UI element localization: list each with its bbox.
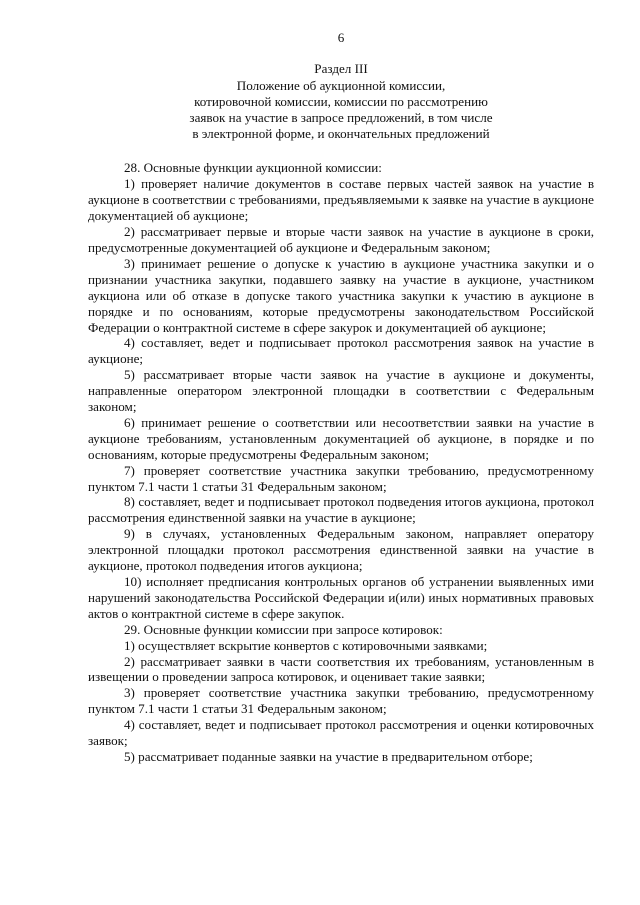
- page-number: 6: [337, 30, 345, 45]
- paragraph-29-item-4: 4) составляет, ведет и подписывает протокол рассмотрения и оценки котировочных заявок;: [88, 717, 594, 749]
- paragraph-28-item-4: 4) составляет, ведет и подписывает протокол рассмотрения заявок на участие в аукционе;: [88, 335, 594, 367]
- paragraph-29-title: 29. Основные функции комиссии при запросе котировок:: [124, 621, 443, 637]
- heading-line: заявок на участие в запросе предложений, в том числе: [189, 109, 493, 125]
- paragraph-28-item-6: 6) принимает решение о соответствии или несоответствии заявки на участие в аукционе требованиям, установленным документацией об аукционе, в порядке и по основаниям, которые предусмотрены Федеральным законом;: [88, 414, 594, 462]
- paragraph-28-title: 28. Основные функции аукционной комиссии:: [124, 160, 382, 176]
- heading-line: Положение об аукционной комиссии,: [236, 77, 446, 93]
- paragraph-28-item-9: 9) в случаях, установленных Федеральным законом, направляет оператору электронной площадки протокол рассмотрения единственной заявки на участие в аукционе, протокол подведения итогов аукциона;: [88, 526, 594, 574]
- paragraph-28-item-8: 8) составляет, ведет и подписывает протокол подведения итогов аукциона, протокол рассмотрения единственной заявки на участие в аукционе;: [88, 494, 594, 526]
- paragraph-29-item-3: 3) проверяет соответствие участника закупки требованию, предусмотренному пунктом 7.1 части 1 статьи 31 Федеральным законом;: [88, 685, 594, 717]
- paragraph-28-item-7: 7) проверяет соответствие участника закупки требованию, предусмотренному пунктом 7.1 части 1 статьи 31 Федеральным законом;: [88, 462, 594, 494]
- section-heading: [88, 78, 594, 142]
- section-title: Раздел III: [314, 60, 368, 76]
- paragraph-28-item-5: 5) рассматривает вторые части заявок на участие в аукционе и документы, направленные оператором электронной площадки в соответствии с Федеральным законом;: [88, 367, 594, 415]
- heading-line: котировочной комиссии, комиссии по рассмотрению: [194, 93, 488, 109]
- paragraph-28-item-10: 10) исполняет предписания контрольных органов об устранении выявленных ими нарушений законодательства Российской Федерации и(или) иных нормативных правовых актов о контрактной системе в сфере закупок.: [88, 574, 594, 621]
- paragraph-29-item-5: 5) рассматривает поданные заявки на участие в предварительном отборе;: [124, 748, 533, 764]
- paragraph-28-item-2: 2) рассматривает первые и вторые части заявок на участие в аукционе в сроки, предусмотренные документацией об аукционе и Федеральным законом;: [88, 224, 594, 255]
- paragraph-29-item-2: 2) рассматривает заявки в части соответствия их требованиям, установленным в извещении о проведении запроса котировок, и оценивает такие заявки;: [88, 653, 594, 685]
- paragraph-28-item-1: 1) проверяет наличие документов в составе первых частей заявок на участие в аукционе в соответствии с требованиями, предъявляемыми к заявке на участие в аукционе документацией об аукционе;: [88, 176, 594, 224]
- heading-line: в электронной форме, и окончательных предложений: [192, 125, 490, 141]
- paragraph-29-item-1: 1) осуществляет вскрытие конвертов с котировочными заявками;: [124, 637, 488, 653]
- paragraph-28-item-3: 3) принимает решение о допуске к участию в аукционе участника закупки и о признании участника закупки, подавшего заявку на участие в аукционе, участником аукциона или об отказе в допуске такого участника закупки к участию в аукционе в порядке и по основаниям, которые предусмотрены законодательством Российской Федерации о контрактной системе в сфере закурок и документацией об аукционе;: [88, 255, 594, 335]
